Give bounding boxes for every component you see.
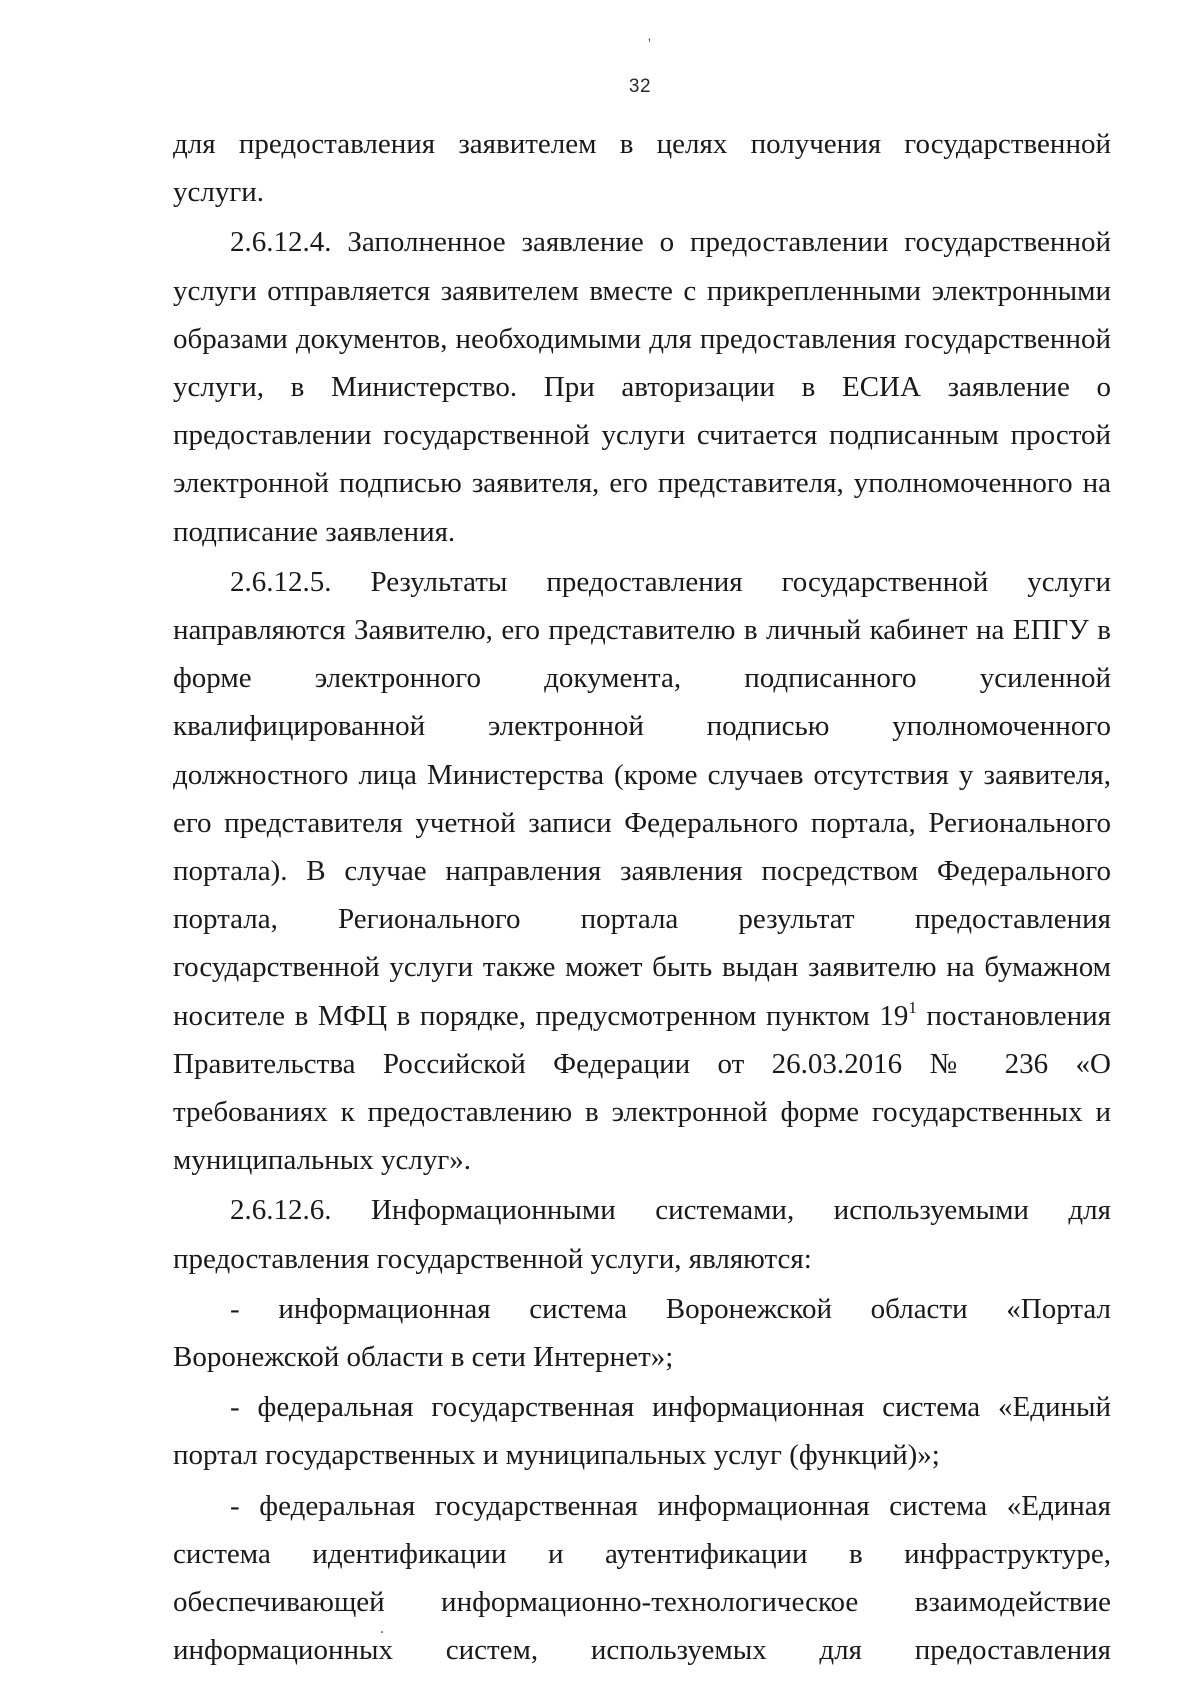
list-item-epgu: - федеральная государственная информационная система «Единый портал государственных и муниципальных услуг (функций)»; [173,1391,1111,1472]
paragraph-2-6-12-5 [173,558,1111,1185]
paragraph-2-6-12-5-text: 2.6.12.5. Результаты предоставления государственной услуги направляются Заявителю, его представителю в личный кабинет на ЕПГУ в форме электронного документа, подписанного усиленной квалифицированной электронной подписью уполномоченного должностного лица Министерства (кроме случаев отсутствия у заявителя, его представителя учетной записи Федерального портала, Регионального портала). В случае направления заявления посредством Федерального портала, Регионального портала результат предоставления государственной услуги также может быть выдан заявителю на бумажном носителе в МФЦ в порядке, предусмотренном пунктом 19 [173,565,1111,1032]
document-body [173,120,1111,1677]
paragraph-2-6-12-4: 2.6.12.4. Заполненное заявление о предоставлении государственной услуги отправляется заявителем вместе с прикрепленными электронными образами документов, необходимыми для предоставления государственной услуги, в Министерство. При авторизации в ЕСИА заявление о предоставлении государственной услуги считается подписанным простой электронной подписью заявителя, его представителя, уполномоченного на подписание заявления. [173,226,1111,548]
scan-mark-bottom: . [380,1620,384,1637]
footnote-superscript: 1 [908,997,917,1017]
page-number: 32 [628,76,652,97]
paragraph-2-6-12-6: 2.6.12.6. Информационными системами, используемыми для предоставления государственной услуги, являются: [173,1194,1111,1275]
list-item-voronezh-portal: - информационная система Воронежской области «Портал Воронежской области в сети Интернет»; [173,1292,1111,1374]
scan-mark-top: ' [648,36,651,53]
paragraph-continuation: для предоставления заявителем в целях получения государственной услуги. [173,128,1111,209]
list-item-esia: - федеральная государственная информационная система «Единая система идентификации и аутентификации в инфраструктуре, обеспечивающей информационно-технологическое взаимодействие информационных систем, используемых для предоставления [173,1489,1111,1667]
paragraph-2-6-12-5-text-end: постановления Правительства Российской Федерации от 26.03.2016 № 236 «О требованиях к предоставлению в электронной форме государственных и муниципальных услуг». [173,999,1111,1177]
